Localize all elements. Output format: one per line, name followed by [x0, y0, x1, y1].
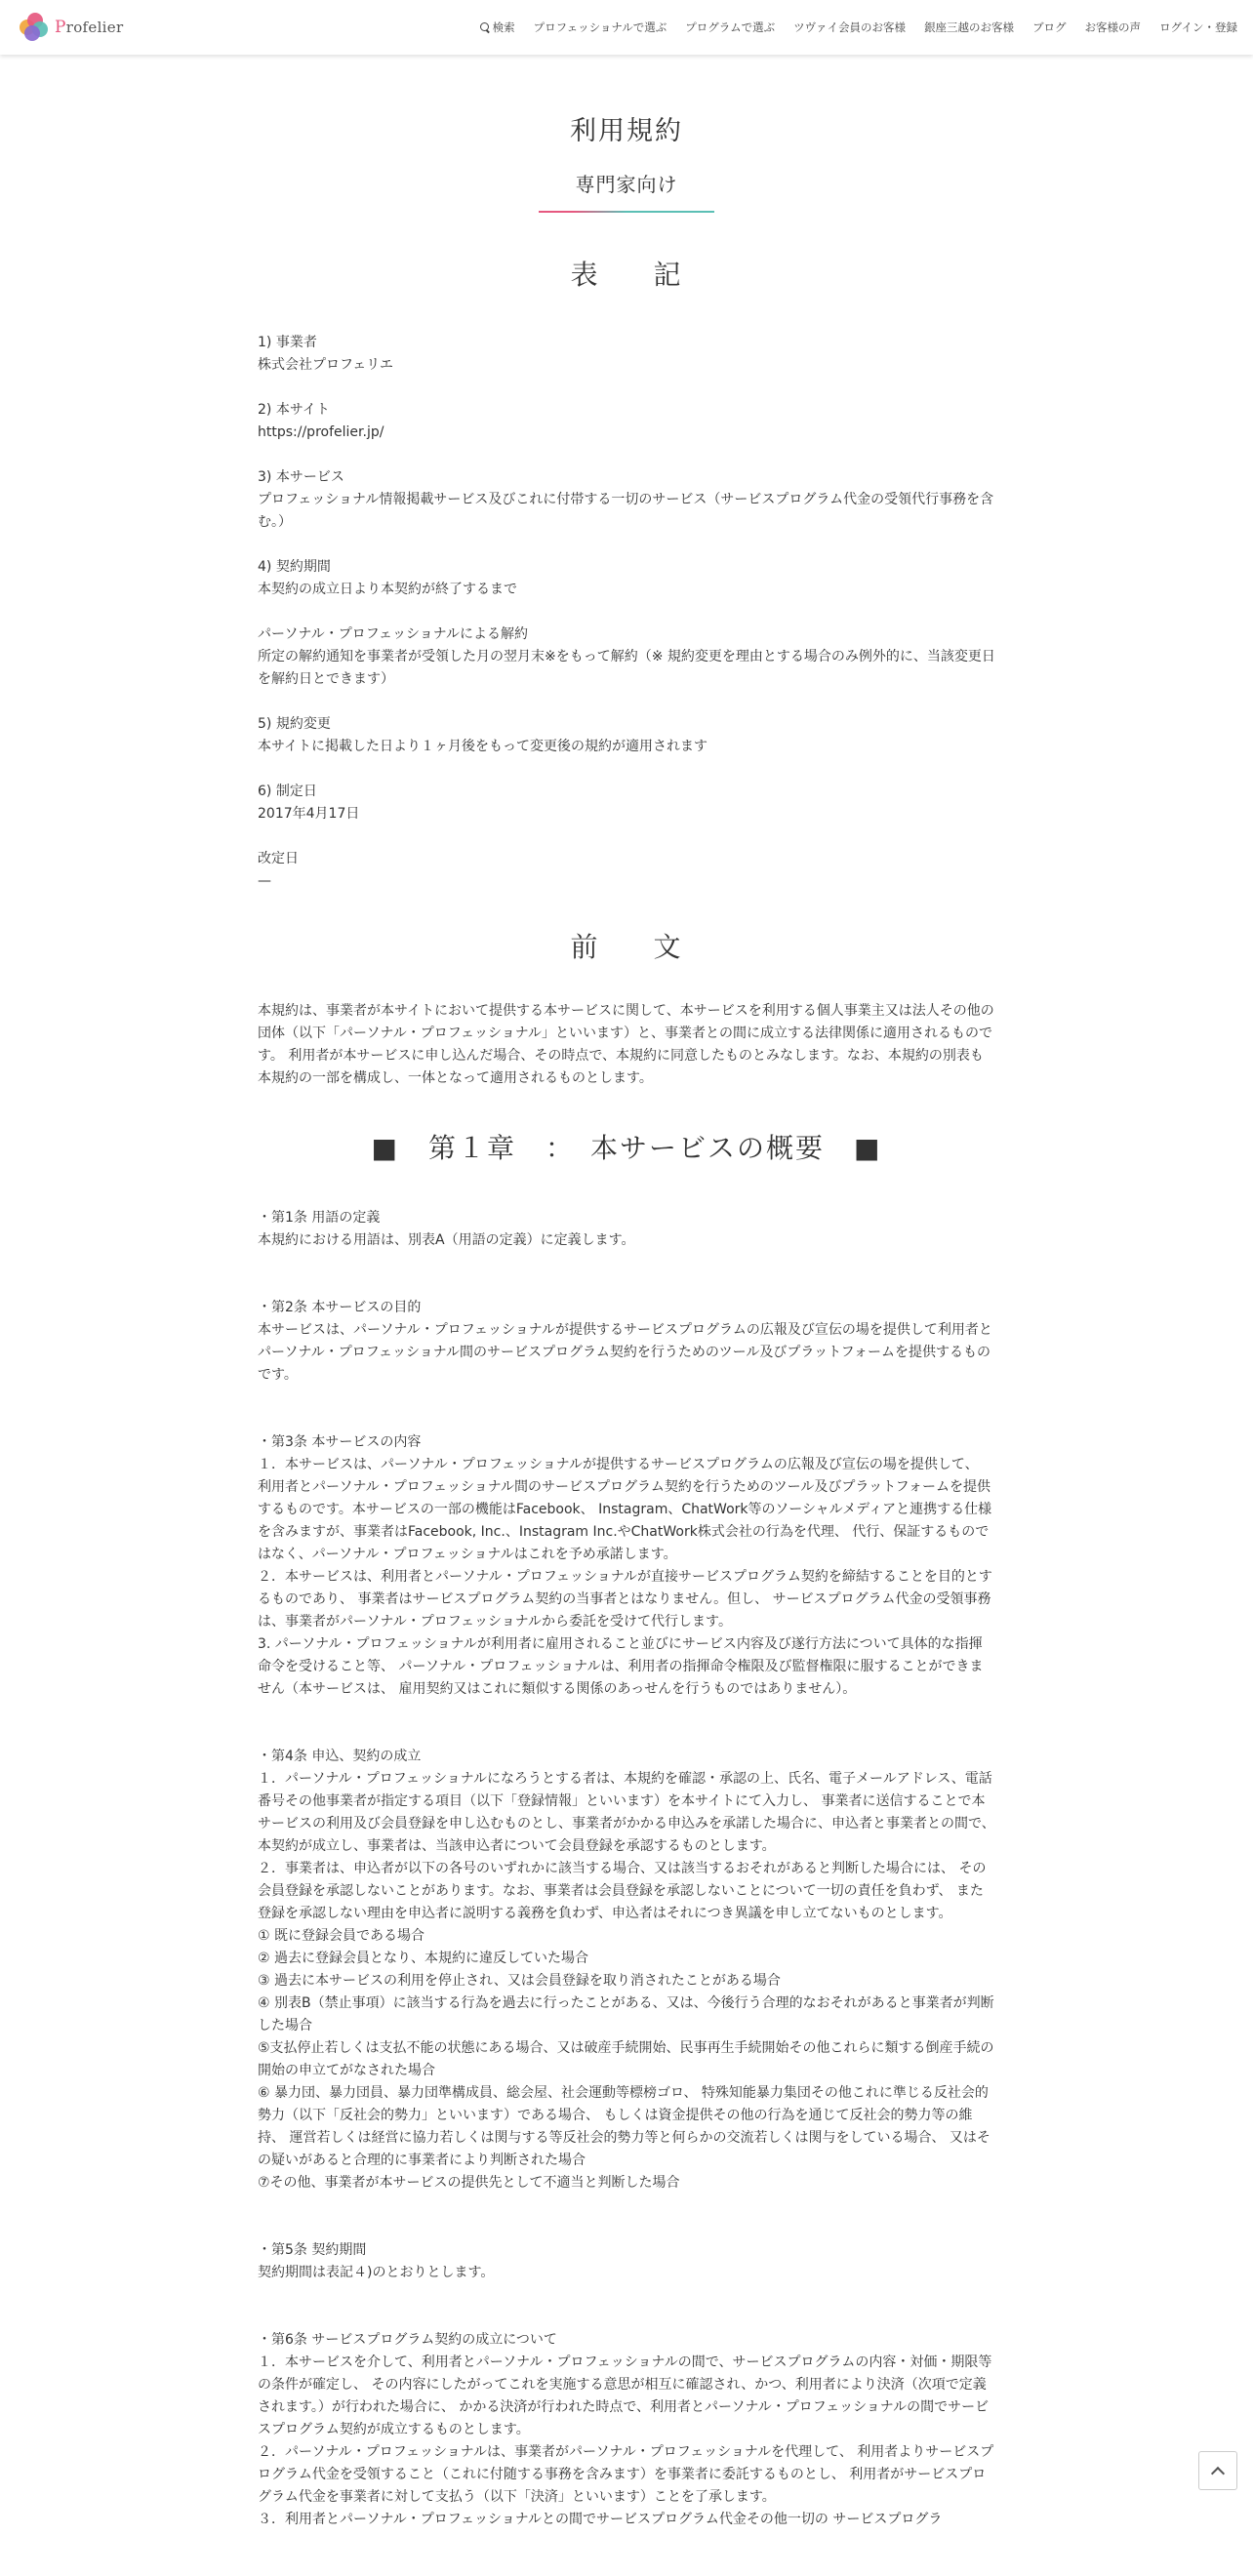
hyoki-item [258, 466, 995, 534]
hyoki-value: 本サイトに掲載した日より１ヶ月後をもって変更後の規約が適用されます [258, 739, 708, 754]
section-heading-hyoki: 表 記 [570, 259, 683, 291]
nav-blog[interactable]: ブログ [1032, 20, 1067, 34]
hyoki-value: 本契約の成立日より本契約が終了するまで [258, 582, 517, 597]
nav-login-register[interactable]: ログイン・登録 [1159, 20, 1237, 34]
hyoki-value: — [258, 873, 271, 889]
article-5 [258, 2239, 995, 2284]
article-body: １．パーソナル・プロフェッショナルになろうとする者は、本規約を確認・承認の上、氏名、電子メールアドレス、電話番号その他事業者が指定する項目（以下「登録情報」といいます）を本サイトにて入力し、 事業者に送信することで本サービスの利用及び会員登録を申し込むものとし、事業者がかかる申込みを承諾した場合に、申込者と事業者との間で、 本契約が成立し、事業者は、当該申込者について会員登録を承認するものとします。 ２．事業者は、申込者が以下の各号のいずれかに該当する場合、又は該当するおそれがあると判断した場合には、 その会員登録を承認しないことがあります。なお、事業者は会員登録を承認しないことについて一切の責任を負わず、 また登録を承認しない理由を申込者に説明する義務を負わず、申込者はそれにつき異議を申し立てないものとします。 ① 既に登録会員である場合 ② 過去に登録会員となり、本規約に違反していた場合 ③ 過去に本サービスの利用を停止され、又は会員登録を取り消されたことがある場合 ④ 別表B（禁止事項）に該当する行為を過去に行ったことがある、又は、今後行う合理的なおそれがあると事業者が判断した場合 ⑤支払停止若しくは支払不能の状態にある場合、又は破産手続開始、民事再生手続開始その他これらに類する倒産手続の開始の申立てがなされた場合 ⑥ 暴力団、暴力団員、暴力団準構成員、総会屋、社会運動等標榜ゴロ、 特殊知能暴力集団その他これに準じる反社会的勢力（以下「反社会的勢力」といいます）である場合、 もしくは資金提供その他の行為を通じて反社会的勢力等の維持、 運営若しくは経営に協力若しくは関与する等反社会的勢力等と何らかの交流若しくは関与をしている場合、 又はその疑いがあると合理的に事業者により判断された場合 ⑦その他、事業者が本サービスの提供先として不適当と判断した場合 [258, 1771, 995, 2191]
nav-choose-by-program[interactable]: プログラムで選ぶ [685, 20, 776, 34]
chapter-1-articles [258, 1207, 995, 2531]
site-header [0, 0, 1253, 55]
article-6 [258, 2329, 995, 2531]
article-title: ・第3条 本サービスの内容 [258, 1434, 422, 1450]
article-4 [258, 1746, 995, 2194]
article-1 [258, 1207, 995, 1252]
hyoki-item [258, 713, 995, 758]
hyoki-label: 3) 本サービス [258, 469, 344, 485]
nav-zwei-members[interactable]: ツヴァイ会員のお客様 [793, 20, 907, 34]
hyoki-value: https://profelier.jp/ [258, 424, 384, 440]
hyoki-label: パーソナル・プロフェッショナルによる解約 [258, 626, 529, 642]
hyoki-value: プロフェッショナル情報掲載サービス及びこれに付帯する一切のサービス（サービスプログラム代金の受領代行事務を含む。） [258, 492, 994, 530]
article-2 [258, 1297, 995, 1387]
article-body: 本規約における用語は、別表A（用語の定義）に定義します。 [258, 1232, 635, 1248]
nav-customer-voice[interactable]: お客様の声 [1084, 20, 1142, 34]
hyoki-item [258, 556, 995, 601]
hyoki-label: 改定日 [258, 851, 299, 866]
hyoki-item [258, 624, 995, 691]
preface-text [258, 1000, 995, 1090]
nav-choose-by-professional[interactable]: プロフェッショナルで選ぶ [533, 20, 667, 34]
profelier-logo-icon [20, 13, 49, 42]
back-to-top-button[interactable] [1198, 2451, 1237, 2490]
page-title: 利用規約 [570, 116, 683, 146]
article-title: ・第1条 用語の定義 [258, 1210, 381, 1226]
hyoki-value: 所定の解約通知を事業者が受領した月の翌月末※をもって解約（※ 規約変更を理由とする場合のみ例外的に、当該変更日を解約日とできます） [258, 649, 995, 687]
hyoki-label: 6) 制定日 [258, 784, 317, 799]
article-3 [258, 1431, 995, 1701]
site-logo[interactable] [20, 13, 123, 42]
article-title: ・第2条 本サービスの目的 [258, 1300, 422, 1315]
preface-paragraph: 本規約は、事業者が本サイトにおいて提供する本サービスに関して、本サービスを利用する個人事業主又は法人その他の団体（以下「パーソナル・プロフェッショナル」といいます）と、事業者との間に成立する法律関係に適用されるものです。 利用者が本サービスに申し込んだ場合、その時点で、本規約に同意したものとみなします。なお、本規約の別表も本規約の一部を構成し、一体となって適用されるものとします。 [258, 1003, 994, 1086]
nav-ginza-mitsukoshi[interactable]: 銀座三越のお客様 [924, 20, 1015, 34]
terms-content [258, 55, 995, 2576]
article-title: ・第5条 契約期間 [258, 2242, 367, 2258]
hyoki-value: 株式会社プロフェリエ [258, 357, 394, 373]
hyoki-label: 1) 事業者 [258, 335, 317, 350]
hyoki-list [258, 332, 995, 893]
article-body: 本サービスは、パーソナル・プロフェッショナルが提供するサービスプログラムの広報及び宣伝の場を提供して利用者とパーソナル・プロフェッショナル間のサービスプログラム契約を行うためのツール及びプラットフォームを提供するものです。 [258, 1322, 992, 1383]
hyoki-value: 2017年4月17日 [258, 806, 360, 822]
hyoki-item [258, 399, 995, 444]
search-icon [480, 22, 491, 33]
hyoki-label: 5) 規約変更 [258, 716, 331, 732]
article-title: ・第6条 サービスプログラム契約の成立について [258, 2332, 557, 2348]
hyoki-item [258, 781, 995, 825]
hyoki-item [258, 332, 995, 377]
global-nav [480, 20, 1237, 35]
nav-search-label: 検索 [492, 20, 515, 34]
section-heading-zenbun: 前 文 [570, 931, 683, 963]
hyoki-label: 2) 本サイト [258, 402, 330, 418]
article-title: ・第4条 申込、契約の成立 [258, 1749, 422, 1764]
logo-text: Profelier [55, 18, 124, 37]
chevron-up-icon [1211, 2466, 1225, 2479]
nav-search[interactable] [480, 20, 515, 35]
page-subtitle: 専門家向け [575, 173, 678, 196]
article-body: １．本サービスを介して、利用者とパーソナル・プロフェッショナルの間で、サービスプログラムの内容・対価・期限等の条件が確定し、 その内容にしたがってこれを実施する意思が相互に確認され、かつ、利用者により決済（次項で定義されます。）が行われた場合に、 かかる決済が行われた時点で、利用者とパーソナル・プロフェッショナルの間でサービスプログラム契約が成立するものとします。 ２．パーソナル・プロフェッショナルは、事業者がパーソナル・プロフェッショナルを代理して、 利用者よりサービスプログラム代金を受領すること（これに付随する事務を含みます）を事業者に委託するものとし、 利用者がサービスプログラム代金を事業者に対して支払う（以下「決済」といいます）ことを了承します。 ３．利用者とパーソナル・プロフェッショナルとの間でサービスプログラム代金その他一切の サービスプログラ [258, 2355, 994, 2527]
article-body: 契約期間は表記４)のとおりとします。 [258, 2265, 495, 2280]
title-underline [539, 211, 714, 213]
article-body: １．本サービスは、パーソナル・プロフェッショナルが提供するサービスプログラムの広報及び宣伝の場を提供して、 利用者とパーソナル・プロフェッショナル間のサービスプログラム契約を行うためのツール及びプラットフォームを提供するものです。本サービスの一部の機能はFacebook、 Instagram、ChatWork等のソーシャルメディアと連携する仕様を含みますが、事業者はFacebook, Inc.、Instagram Inc.やChatWork株式会社の行為を代理、 代行、保証するものではなく、パーソナル・プロフェッショナルはこれを予め承諾します。 ２．本サービスは、利用者とパーソナル・プロフェッショナルが直接サービスプログラム契約を締結することを目的とするものであり、 事業者はサービスプログラム契約の当事者とはなりません。但し、 サービスプログラム代金の受領事務は、事業者がパーソナル・プロフェッショナルから委託を受けて代行します。 3. パーソナル・プロフェッショナルが利用者に雇用されること並びにサービス内容及び遂行方法について具体的な指揮命令を受けること等、 パーソナル・プロフェッショナルは、利用者の指揮命令権限及び監督権限に服することができません（本サービスは、 雇用契約又はこれに類似する関係のあっせんを行うものではありません）。 [258, 1457, 992, 1697]
hyoki-item [258, 848, 995, 893]
hyoki-label: 4) 契約期間 [258, 559, 331, 575]
chapter-1-heading: ■ 第１章 ： 本サービスの概要 ■ [371, 1132, 882, 1164]
